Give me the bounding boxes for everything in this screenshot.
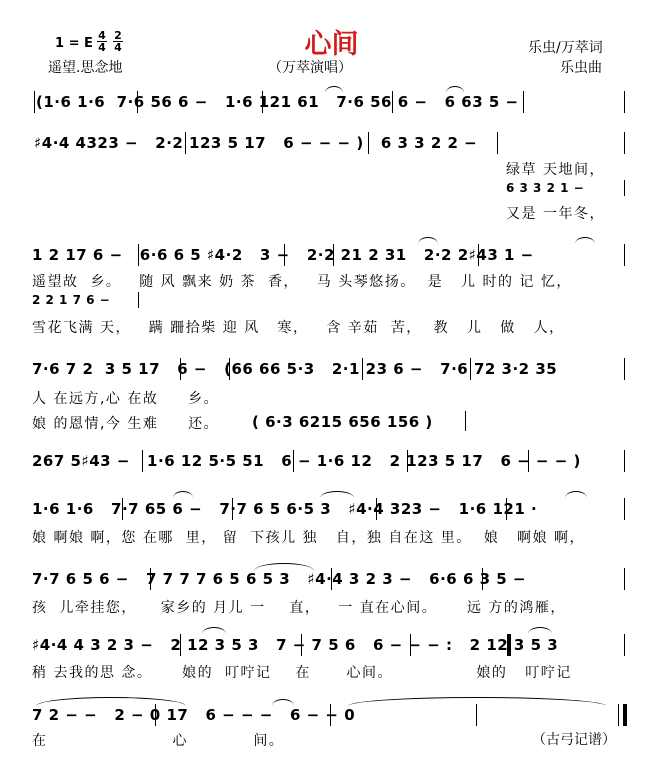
- score-row-2-notes: ♯4·4 4323 − 2·2 123 5 17 6 − − − ) 6 3 3 2 2 −: [34, 134, 478, 152]
- barline: [470, 358, 471, 380]
- barline: [284, 244, 285, 266]
- barline: [465, 411, 466, 431]
- tie-mark: [36, 697, 186, 706]
- barline: [362, 358, 363, 380]
- barline: [392, 91, 393, 113]
- barline: [368, 132, 369, 154]
- lyric-verse-1: 绿草 天地间，: [506, 162, 605, 178]
- score-row-8-notes: 7·7 6 5 6 − 7 7 7 7 6 5 6 5 3 ♯4·4 3 2 3 − 6·6 6 3 5 −: [32, 570, 526, 588]
- slur-mark: [446, 86, 464, 93]
- tie-mark: [348, 697, 606, 706]
- barline: [122, 498, 123, 520]
- barline: [407, 450, 408, 472]
- barline: [138, 292, 139, 308]
- barline: [137, 91, 138, 113]
- slur-mark: [272, 699, 294, 706]
- score-row-6-notes: 267 5♯43 − 1·6 12 5·5 51 6 − 1·6 12 2 123 5 17 6 − − − ): [32, 452, 581, 470]
- barline: [624, 634, 625, 656]
- slur-mark: [575, 237, 595, 244]
- barline: [34, 91, 35, 113]
- barline: [506, 498, 507, 520]
- barline: [478, 244, 479, 266]
- barline: [376, 498, 377, 520]
- score-row-3b-notes: 2 2 1 7 6 −: [32, 293, 111, 307]
- slur-mark: [173, 491, 193, 498]
- lyricist-composer: 乐虫/万萃词: [528, 40, 603, 56]
- barline: [333, 244, 334, 266]
- barline: [293, 450, 294, 472]
- barline: [497, 132, 498, 154]
- barline: [331, 568, 332, 590]
- lyric-verse-1: 遥望故 乡。 随 风 飘来 奶 茶 香， 马 头琴悠扬。 是 儿 时的 记 忆，: [32, 274, 572, 290]
- barline: [185, 132, 186, 154]
- score-row-1-notes: (1·6 1·6 7·6 56 6 − 1·6 121 61 7·6 56 6 − 6 63 5 −: [36, 93, 519, 111]
- slur-mark: [565, 491, 587, 498]
- score-row-9-notes: ♯4·4 4 3 2 3 − 2 12 3 5 3 7 − 7 5 6 6 − − − : 2 12 3 5 3: [32, 636, 559, 654]
- barline: [180, 358, 181, 380]
- slur-mark: [202, 627, 226, 634]
- slur-mark: [254, 563, 314, 571]
- repeat-barline: [507, 634, 511, 656]
- barline: [476, 704, 477, 726]
- barline: [262, 91, 263, 113]
- score-row-2b-notes: 6 3 3 2 1 −: [506, 181, 585, 195]
- barline: [482, 568, 483, 590]
- barline: [330, 704, 331, 726]
- barline: [528, 450, 529, 472]
- lyric-ending: 在 心 间。: [32, 733, 285, 749]
- time-sig-bottom: 4: [114, 41, 122, 54]
- score-row-10-notes: 7 2 − − 2 − 0 17 6 − − − 6 − − 0: [32, 706, 356, 724]
- lyric-chorus: 稍 去我的思 念。 娘的 叮咛记 在 心间。 娘的 叮咛记: [32, 665, 572, 681]
- slur-mark: [320, 491, 354, 498]
- key-signature: 1 = E: [55, 36, 93, 51]
- barline: [142, 450, 143, 472]
- barline: [155, 704, 156, 726]
- barline: [624, 91, 625, 113]
- barline: [138, 244, 139, 266]
- slur-mark: [325, 86, 343, 93]
- slur-mark: [418, 237, 438, 244]
- barline: [232, 498, 233, 520]
- barline: [624, 568, 625, 590]
- song-title: 心间: [304, 29, 359, 60]
- lyric-verse-2: 娘 的恩情,今 生难 还。: [32, 416, 220, 432]
- barline: [410, 634, 411, 656]
- time-sig-top: 2: [114, 29, 122, 42]
- barline: [624, 244, 625, 266]
- lyric-verse-2: 雪花飞满 天， 蹒 跚拾柴 迎 风 寒， 含 辛茹 苦， 教 儿 做 人，: [32, 320, 565, 336]
- time-signature-4-4: [97, 30, 107, 53]
- score-row-5-notes: 7·6 7 2 3 5 17 6 − (66 66 5·3 2·1 23 6 − 7·6 72 3·2 35: [32, 360, 558, 378]
- slur-mark: [528, 627, 552, 634]
- barline: [624, 132, 625, 154]
- score-row-7-notes: 1·6 1·6 7·7 65 6 − 7·7 6 5 6·5 3 ♯4·4 323 − 1·6 121 ·: [32, 500, 538, 518]
- barline: [229, 358, 230, 380]
- barline: [180, 634, 181, 656]
- barline: [618, 704, 619, 726]
- composer: 乐虫曲: [560, 60, 602, 76]
- lyric-chorus: 娘 啊娘 啊，您 在哪 里， 留 下孩儿 独 自，独 自在这 里。 娘 啊娘 啊，: [32, 530, 586, 546]
- lyric-verse-1: 人 在远方,心 在故 乡。: [32, 391, 220, 407]
- interlude-notes: ( 6·3 6215 656 156 ): [252, 413, 433, 431]
- final-barline: [623, 704, 627, 726]
- lyric-chorus: 孩 儿牵挂您， 家乡的 月儿 一 直， 一 直在心间。 远 方的鸿雁，: [32, 600, 566, 616]
- lyric-verse-2: 又是 一年冬，: [506, 206, 605, 222]
- score-row-3-notes: 1 2 17 6 − 6·6 6 5 ♯4·2 3 − 2·2 21 2 31 2·2 2♯43 1 −: [32, 246, 534, 264]
- time-sig-top: 4: [98, 29, 106, 42]
- transcriber-credit: （古弓记谱）: [532, 732, 616, 748]
- time-sig-bottom: 4: [98, 41, 106, 54]
- barline: [301, 634, 302, 656]
- performer: （万萃演唱）: [268, 60, 352, 76]
- mood-marking: 遥望.思念地: [48, 60, 123, 76]
- barline: [150, 568, 151, 590]
- barline: [624, 358, 625, 380]
- barline: [624, 498, 625, 520]
- barline: [624, 180, 625, 196]
- barline: [523, 91, 524, 113]
- barline: [624, 450, 625, 472]
- time-signature-2-4: [113, 30, 123, 53]
